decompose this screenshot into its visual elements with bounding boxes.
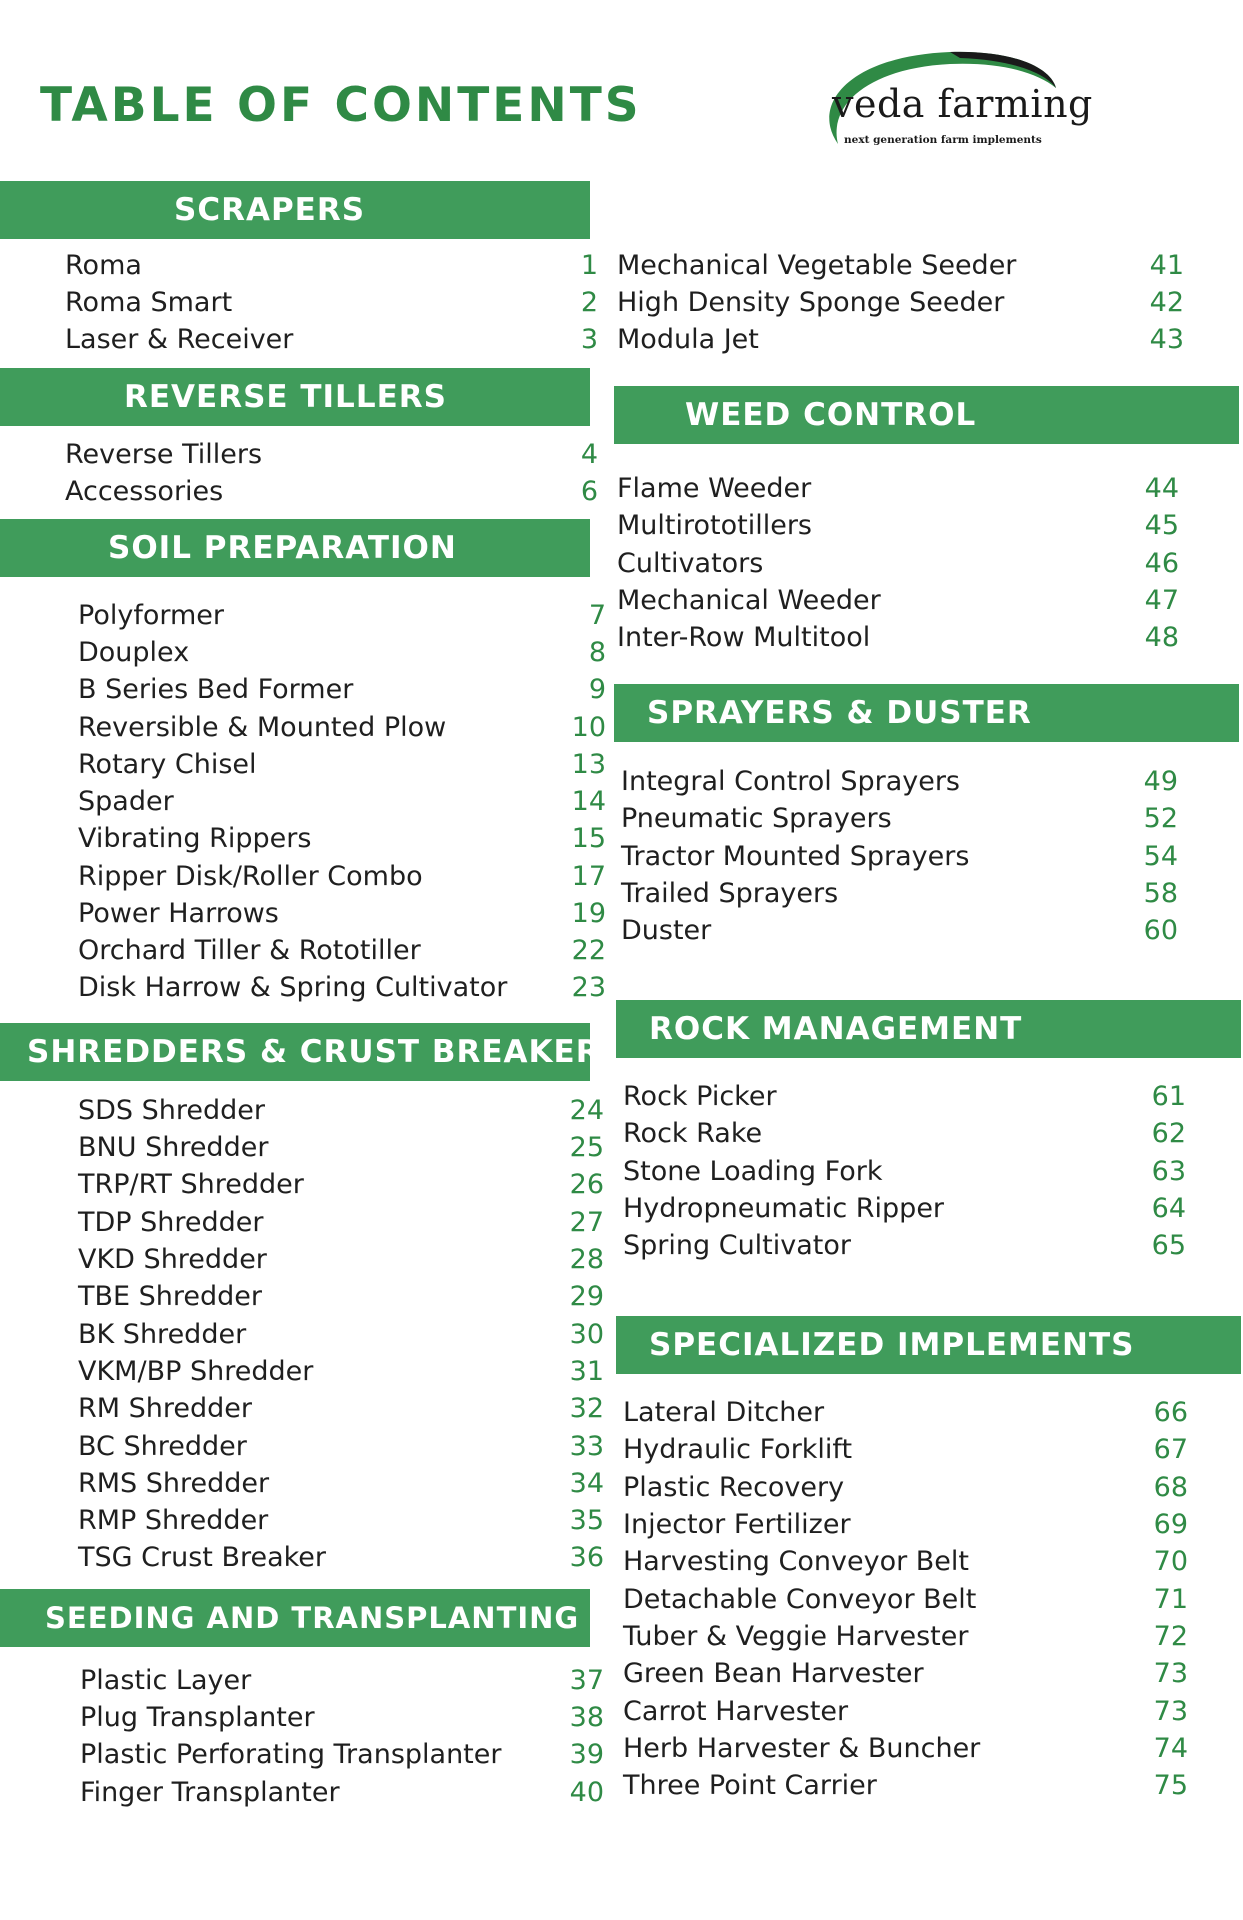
entry-page: 34 bbox=[569, 1468, 604, 1499]
entry-page: 61 bbox=[1151, 1081, 1186, 1112]
section-header: SPRAYERS & DUSTER bbox=[614, 684, 1239, 742]
entry-name: TBE Shredder bbox=[78, 1281, 263, 1312]
section-scrapers bbox=[0, 181, 598, 381]
entry-name: Injector Fertilizer bbox=[623, 1509, 851, 1540]
entry-name: Reverse Tillers bbox=[65, 439, 263, 470]
entry-name: Hydropneumatic Ripper bbox=[623, 1193, 945, 1224]
entry-name: Lateral Ditcher bbox=[623, 1397, 825, 1428]
entry-page: 46 bbox=[1144, 548, 1179, 579]
entry-page: 45 bbox=[1144, 510, 1179, 541]
entry-name: Green Bean Harvester bbox=[623, 1658, 924, 1689]
section-reverse-tillers bbox=[0, 368, 598, 518]
entry-name: Roma Smart bbox=[65, 287, 233, 318]
entry-page: 13 bbox=[571, 749, 606, 780]
entry-name: TDP Shredder bbox=[78, 1207, 264, 1238]
entry-page: 43 bbox=[1149, 324, 1184, 355]
entry-name: Mechanical Vegetable Seeder bbox=[617, 250, 1017, 281]
entry-name: TRP/RT Shredder bbox=[78, 1169, 304, 1200]
entry-name: Roma bbox=[65, 250, 142, 281]
entry-name: Spring Cultivator bbox=[623, 1230, 851, 1261]
entry-page: 29 bbox=[569, 1281, 604, 1312]
entry-page: 54 bbox=[1143, 841, 1178, 872]
entry-page: 22 bbox=[571, 935, 606, 966]
page-title: TABLE OF CONTENTS bbox=[40, 78, 642, 133]
entry-name: Detachable Conveyor Belt bbox=[623, 1584, 977, 1615]
entry-page: 33 bbox=[569, 1431, 604, 1462]
entry-page: 60 bbox=[1143, 915, 1178, 946]
entry-page: 68 bbox=[1153, 1472, 1188, 1503]
section-rock-management bbox=[616, 1000, 1241, 1270]
entry-page: 64 bbox=[1151, 1193, 1186, 1224]
entry-page: 48 bbox=[1144, 622, 1179, 653]
entry-page: 71 bbox=[1153, 1584, 1188, 1615]
entry-page: 39 bbox=[569, 1739, 604, 1770]
entry-page: 24 bbox=[569, 1095, 604, 1126]
entry-page: 6 bbox=[580, 476, 598, 507]
entry-page: 47 bbox=[1144, 585, 1179, 616]
section-header: SPECIALIZED IMPLEMENTS bbox=[616, 1316, 1241, 1374]
entry-page: 52 bbox=[1143, 803, 1178, 834]
entry-name: Spader bbox=[78, 786, 174, 817]
entry-name: Inter-Row Multitool bbox=[617, 622, 871, 653]
section-soil-preparation bbox=[0, 519, 606, 1019]
entry-name: Orchard Tiller & Rototiller bbox=[78, 935, 421, 966]
entry-name: Finger Transplanter bbox=[80, 1777, 340, 1808]
entry-page: 28 bbox=[569, 1244, 604, 1275]
entry-name: BNU Shredder bbox=[78, 1132, 269, 1163]
entry-name: Rock Rake bbox=[623, 1118, 763, 1149]
entry-name: Tractor Mounted Sprayers bbox=[621, 841, 970, 872]
entry-page: 2 bbox=[580, 287, 598, 318]
entry-page: 14 bbox=[571, 786, 606, 817]
entry-name: Tuber & Veggie Harvester bbox=[623, 1621, 969, 1652]
entry-name: B Series Bed Former bbox=[78, 674, 354, 705]
entry-name: SDS Shredder bbox=[78, 1095, 266, 1126]
entry-name: Stone Loading Fork bbox=[623, 1156, 883, 1187]
entry-page: 69 bbox=[1153, 1509, 1188, 1540]
entry-page: 19 bbox=[571, 898, 606, 929]
entry-name: Douplex bbox=[78, 637, 190, 668]
entry-name: Three Point Carrier bbox=[623, 1770, 877, 1801]
entry-name: Plastic Layer bbox=[80, 1665, 252, 1696]
entry-name: RMS Shredder bbox=[78, 1468, 270, 1499]
entry-page: 7 bbox=[588, 600, 606, 631]
entry-name: VKM/BP Shredder bbox=[78, 1356, 314, 1387]
entry-name: Accessories bbox=[65, 476, 224, 507]
entry-page: 8 bbox=[588, 637, 606, 668]
entry-name: Herb Harvester & Buncher bbox=[623, 1733, 981, 1764]
entry-page: 27 bbox=[569, 1207, 604, 1238]
section-seeding-continued bbox=[617, 247, 1237, 367]
entry-page: 66 bbox=[1153, 1397, 1188, 1428]
entry-name: Duster bbox=[621, 915, 712, 946]
entry-page: 17 bbox=[571, 861, 606, 892]
entry-page: 42 bbox=[1149, 287, 1184, 318]
entry-page: 15 bbox=[571, 823, 606, 854]
entry-page: 75 bbox=[1153, 1770, 1188, 1801]
section-header: WEED CONTROL bbox=[614, 386, 1239, 444]
entry-name: Multirototillers bbox=[617, 510, 812, 541]
entry-name: Cultivators bbox=[617, 548, 764, 579]
section-header: SEEDING AND TRANSPLANTING bbox=[0, 1589, 590, 1647]
entry-name: RMP Shredder bbox=[78, 1505, 269, 1536]
entry-page: 72 bbox=[1153, 1621, 1188, 1652]
entry-page: 23 bbox=[571, 972, 606, 1003]
entry-page: 38 bbox=[569, 1702, 604, 1733]
entry-page: 49 bbox=[1143, 766, 1178, 797]
entry-page: 26 bbox=[569, 1169, 604, 1200]
entry-page: 73 bbox=[1153, 1658, 1188, 1689]
entry-page: 35 bbox=[569, 1505, 604, 1536]
entry-name: Plastic Recovery bbox=[623, 1472, 845, 1503]
entry-page: 74 bbox=[1153, 1733, 1188, 1764]
entry-name: Mechanical Weeder bbox=[617, 585, 881, 616]
entry-page: 36 bbox=[569, 1542, 604, 1573]
entry-page: 4 bbox=[580, 439, 598, 470]
section-specialized bbox=[616, 1316, 1241, 1816]
entry-name: Laser & Receiver bbox=[65, 324, 294, 355]
section-header: SCRAPERS bbox=[0, 181, 590, 239]
logo bbox=[810, 44, 1093, 154]
entry-name: BK Shredder bbox=[78, 1319, 247, 1350]
entry-name: Modula Jet bbox=[617, 324, 759, 355]
entry-page: 31 bbox=[569, 1356, 604, 1387]
section-shredders bbox=[0, 1023, 604, 1583]
entry-name: Harvesting Conveyor Belt bbox=[623, 1546, 970, 1577]
entry-page: 58 bbox=[1143, 878, 1178, 909]
entry-name: Rock Picker bbox=[623, 1081, 777, 1112]
entry-name: VKD Shredder bbox=[78, 1244, 267, 1275]
entry-page: 37 bbox=[569, 1665, 604, 1696]
entry-name: Plastic Perforating Transplanter bbox=[80, 1739, 502, 1770]
entry-page: 9 bbox=[588, 674, 606, 705]
entry-page: 62 bbox=[1151, 1118, 1186, 1149]
entry-name: Trailed Sprayers bbox=[621, 878, 839, 909]
entry-name: RM Shredder bbox=[78, 1393, 252, 1424]
entry-name: Plug Transplanter bbox=[80, 1702, 315, 1733]
entry-name: Disk Harrow & Spring Cultivator bbox=[78, 972, 508, 1003]
section-header: ROCK MANAGEMENT bbox=[616, 1000, 1241, 1058]
entry-name: Reversible & Mounted Plow bbox=[78, 712, 447, 743]
entry-name: Rotary Chisel bbox=[78, 749, 257, 780]
entry-page: 40 bbox=[569, 1777, 604, 1808]
entry-page: 1 bbox=[580, 250, 598, 281]
entry-page: 3 bbox=[580, 324, 598, 355]
section-header: REVERSE TILLERS bbox=[0, 368, 590, 426]
entry-name: Integral Control Sprayers bbox=[621, 766, 961, 797]
entry-page: 44 bbox=[1144, 473, 1179, 504]
entry-page: 67 bbox=[1153, 1434, 1188, 1465]
entry-page: 73 bbox=[1153, 1696, 1188, 1727]
entry-page: 65 bbox=[1151, 1230, 1186, 1261]
entry-page: 63 bbox=[1151, 1156, 1186, 1187]
entry-page: 41 bbox=[1149, 250, 1184, 281]
entry-name: High Density Sponge Seeder bbox=[617, 287, 1005, 318]
entry-name: TSG Crust Breaker bbox=[78, 1542, 327, 1573]
entry-name: Pneumatic Sprayers bbox=[621, 803, 892, 834]
entry-name: Carrot Harvester bbox=[623, 1696, 849, 1727]
entry-name: BC Shredder bbox=[78, 1431, 247, 1462]
section-sprayers bbox=[614, 684, 1239, 954]
entry-name: Ripper Disk/Roller Combo bbox=[78, 861, 423, 892]
section-header: SHREDDERS & CRUST BREAKER bbox=[0, 1023, 590, 1081]
entry-name: Polyformer bbox=[78, 600, 224, 631]
entry-page: 30 bbox=[569, 1319, 604, 1350]
entry-page: 10 bbox=[571, 712, 606, 743]
entry-name: Flame Weeder bbox=[617, 473, 812, 504]
section-weed-control bbox=[614, 386, 1239, 666]
entry-page: 32 bbox=[569, 1393, 604, 1424]
entry-page: 25 bbox=[569, 1132, 604, 1163]
logo-name: veda farming bbox=[832, 82, 1093, 126]
logo-tagline: next generation farm implements bbox=[844, 134, 1042, 146]
section-header: SOIL PREPARATION bbox=[0, 519, 590, 577]
entry-page: 70 bbox=[1153, 1546, 1188, 1577]
entry-name: Hydraulic Forklift bbox=[623, 1434, 853, 1465]
entry-name: Vibrating Rippers bbox=[78, 823, 312, 854]
entry-name: Power Harrows bbox=[78, 898, 279, 929]
section-seeding bbox=[0, 1589, 604, 1809]
